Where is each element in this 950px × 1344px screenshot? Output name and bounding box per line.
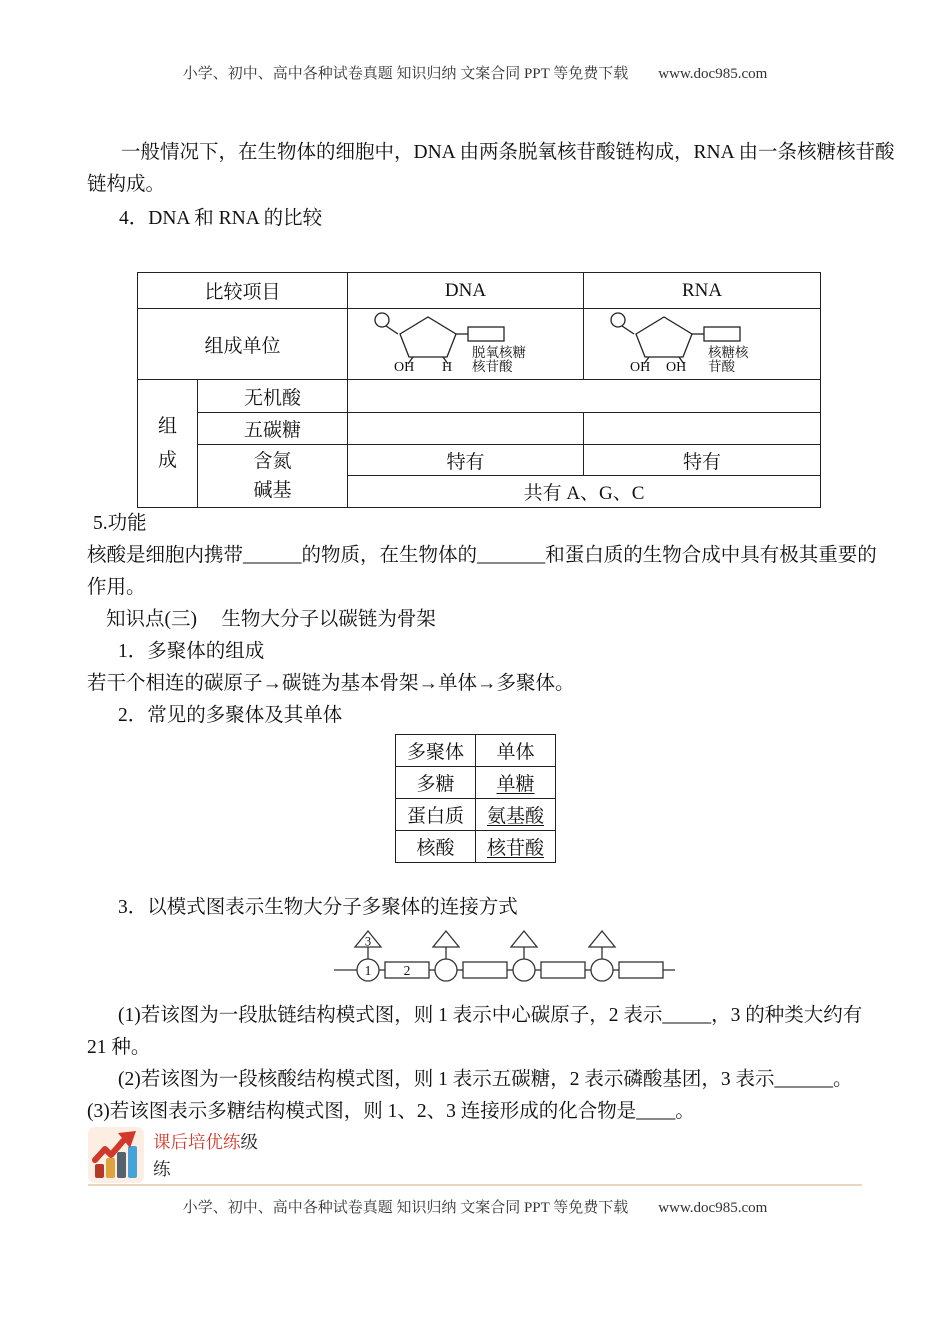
item-common-polymers: 2．常见的多聚体及其单体 xyxy=(118,705,343,726)
cell-dna-unit xyxy=(348,309,584,380)
heading-model-diagram: 3．以模式图表示生物大分子多聚体的连接方式 xyxy=(118,897,518,918)
rna-oh2-label: OH xyxy=(666,360,687,373)
item-polymer-composition: 1．多聚体的组成 xyxy=(118,641,265,662)
bar-blue xyxy=(128,1146,137,1178)
cell-shared-bases: 共有 A、G、C xyxy=(348,476,821,508)
side-group-triangle xyxy=(589,931,615,947)
side-group-triangle xyxy=(433,931,459,947)
cell-inorganic-acid: 无机酸 xyxy=(198,380,348,413)
footer-url: www.doc985.com xyxy=(658,1200,768,1216)
cell-monomer-header: 单体 xyxy=(476,735,556,767)
brand-line2: 练 xyxy=(153,1159,171,1179)
cell-inorganic-blank xyxy=(348,380,821,413)
sugar-ring-pentagon xyxy=(400,317,456,357)
cell-compare-item: 比较项目 xyxy=(138,273,348,309)
table-row xyxy=(396,831,556,863)
table-row xyxy=(396,799,556,831)
cell-amino-acid: 氨基酸 xyxy=(476,799,556,831)
bar-gray xyxy=(117,1152,126,1178)
cell-nitrogen-base: 含氮碱基 xyxy=(198,445,348,508)
cell-nucleic-acid: 核酸 xyxy=(396,831,476,863)
dna-h-label: H xyxy=(441,360,452,373)
intro-paragraph-line2: 链构成。 xyxy=(87,174,166,195)
rna-oh1-label: OH xyxy=(630,360,651,373)
question3: (3)若该图表示多糖结构模式图，则 1、2、3 连接形成的化合物是____。 xyxy=(87,1101,695,1122)
heading-knowledge-point3: 知识点(三) 生物大分子以碳链为骨架 xyxy=(106,609,436,630)
cell-col-dna: DNA xyxy=(348,273,584,309)
cell-monosaccharide: 单糖 xyxy=(476,767,556,799)
label-2: 2 xyxy=(403,963,411,978)
dna-unit-name-line1: 脱氧核糖 xyxy=(471,345,526,360)
polymer-chain-diagram xyxy=(332,928,677,990)
carbon-chain-flow: 若干个相连的碳原子→碳链为基本骨架→单体→多聚体。 xyxy=(87,673,575,694)
heading-dna-rna-compare: 4．DNA 和 RNA 的比较 xyxy=(119,208,323,229)
cell-protein: 蛋白质 xyxy=(396,799,476,831)
phosphate-circle xyxy=(375,313,389,327)
rna-unit-name-line1: 核糖核 xyxy=(708,345,749,360)
header-url: www.doc985.com xyxy=(658,66,768,82)
backbone-circle xyxy=(513,959,535,981)
linker-rect xyxy=(541,962,585,978)
phosphate-circle xyxy=(611,313,625,327)
cell-polysaccharide: 多糖 xyxy=(396,767,476,799)
table-row xyxy=(396,767,556,799)
bar-red xyxy=(95,1164,104,1178)
rna-nucleotide-diagram xyxy=(596,309,808,373)
question1-line2: 21 种。 xyxy=(87,1037,151,1058)
function-body-line1: 核酸是细胞内携带______的物质，在生物体的_______和蛋白质的生物合成中具有极其重要的 xyxy=(87,545,877,566)
sugar-ring-pentagon xyxy=(636,317,692,357)
function-body-line2: 作用。 xyxy=(87,577,146,598)
side-group-triangle xyxy=(511,931,537,947)
brand-text xyxy=(153,1129,258,1183)
rna-unit-name-line2: 苷酸 xyxy=(708,359,735,373)
cell-col-rna: RNA xyxy=(584,273,821,309)
polymer-monomer-table xyxy=(395,734,556,863)
page-header xyxy=(0,62,950,83)
dna-oh-label: OH xyxy=(393,360,414,373)
dna-unit-name-line2: 核苷酸 xyxy=(471,359,512,373)
question2: (2)若该图为一段核酸结构模式图，则 1 表示五碳糖，2 表示磷酸基团，3 表示______。 xyxy=(118,1069,853,1090)
cell-polymer-header: 多聚体 xyxy=(396,735,476,767)
cell-rna-unique: 特有 xyxy=(584,445,821,476)
base-rect xyxy=(468,327,504,341)
backbone-circle xyxy=(591,959,613,981)
linker-rect xyxy=(619,962,663,978)
linker-rect xyxy=(463,962,507,978)
growth-chart-icon xyxy=(88,1127,144,1183)
label-3: 3 xyxy=(364,934,372,949)
bar-yellow xyxy=(106,1158,115,1178)
question1-line1: (1)若该图为一段肽链结构模式图，则 1 表示中心碳原子，2 表示_____，3 的种类大约有 xyxy=(118,1005,863,1026)
cell-composition-group: 组成 xyxy=(138,380,198,508)
base-rect xyxy=(704,327,740,341)
dna-nucleotide-diagram xyxy=(360,309,572,373)
cell-dna-unique: 特有 xyxy=(348,445,584,476)
cell-pentose: 五碳糖 xyxy=(198,413,348,445)
page-footer xyxy=(0,1196,950,1217)
cell-nucleotide: 核苷酸 xyxy=(476,831,556,863)
footer-text: 小学、初中、高中各种试卷真题 知识归纳 文案合同 PPT 等免费下载 xyxy=(182,1200,629,1216)
cell-unit-label: 组成单位 xyxy=(138,309,348,380)
brand-name: 课后培优练 xyxy=(153,1132,241,1152)
intro-paragraph-line1: 一般情况下，在生物体的细胞中，DNA 由两条脱氧核苷酸链构成，RNA 由一条核糖核苷酸 xyxy=(121,142,895,163)
backbone-circle xyxy=(435,959,457,981)
cell-pentose-dna-blank xyxy=(348,413,584,445)
cell-rna-unit xyxy=(584,309,821,380)
cell-pentose-rna-blank xyxy=(584,413,821,445)
brand-suffix: 级 xyxy=(240,1132,258,1152)
label-1: 1 xyxy=(364,963,372,978)
header-text: 小学、初中、高中各种试卷真题 知识归纳 文案合同 PPT 等免费下载 xyxy=(182,66,629,82)
heading-function: 5.功能 xyxy=(93,513,147,534)
dna-rna-comparison-table xyxy=(137,272,821,508)
brand-logo xyxy=(88,1127,144,1183)
footer-divider xyxy=(88,1184,862,1186)
